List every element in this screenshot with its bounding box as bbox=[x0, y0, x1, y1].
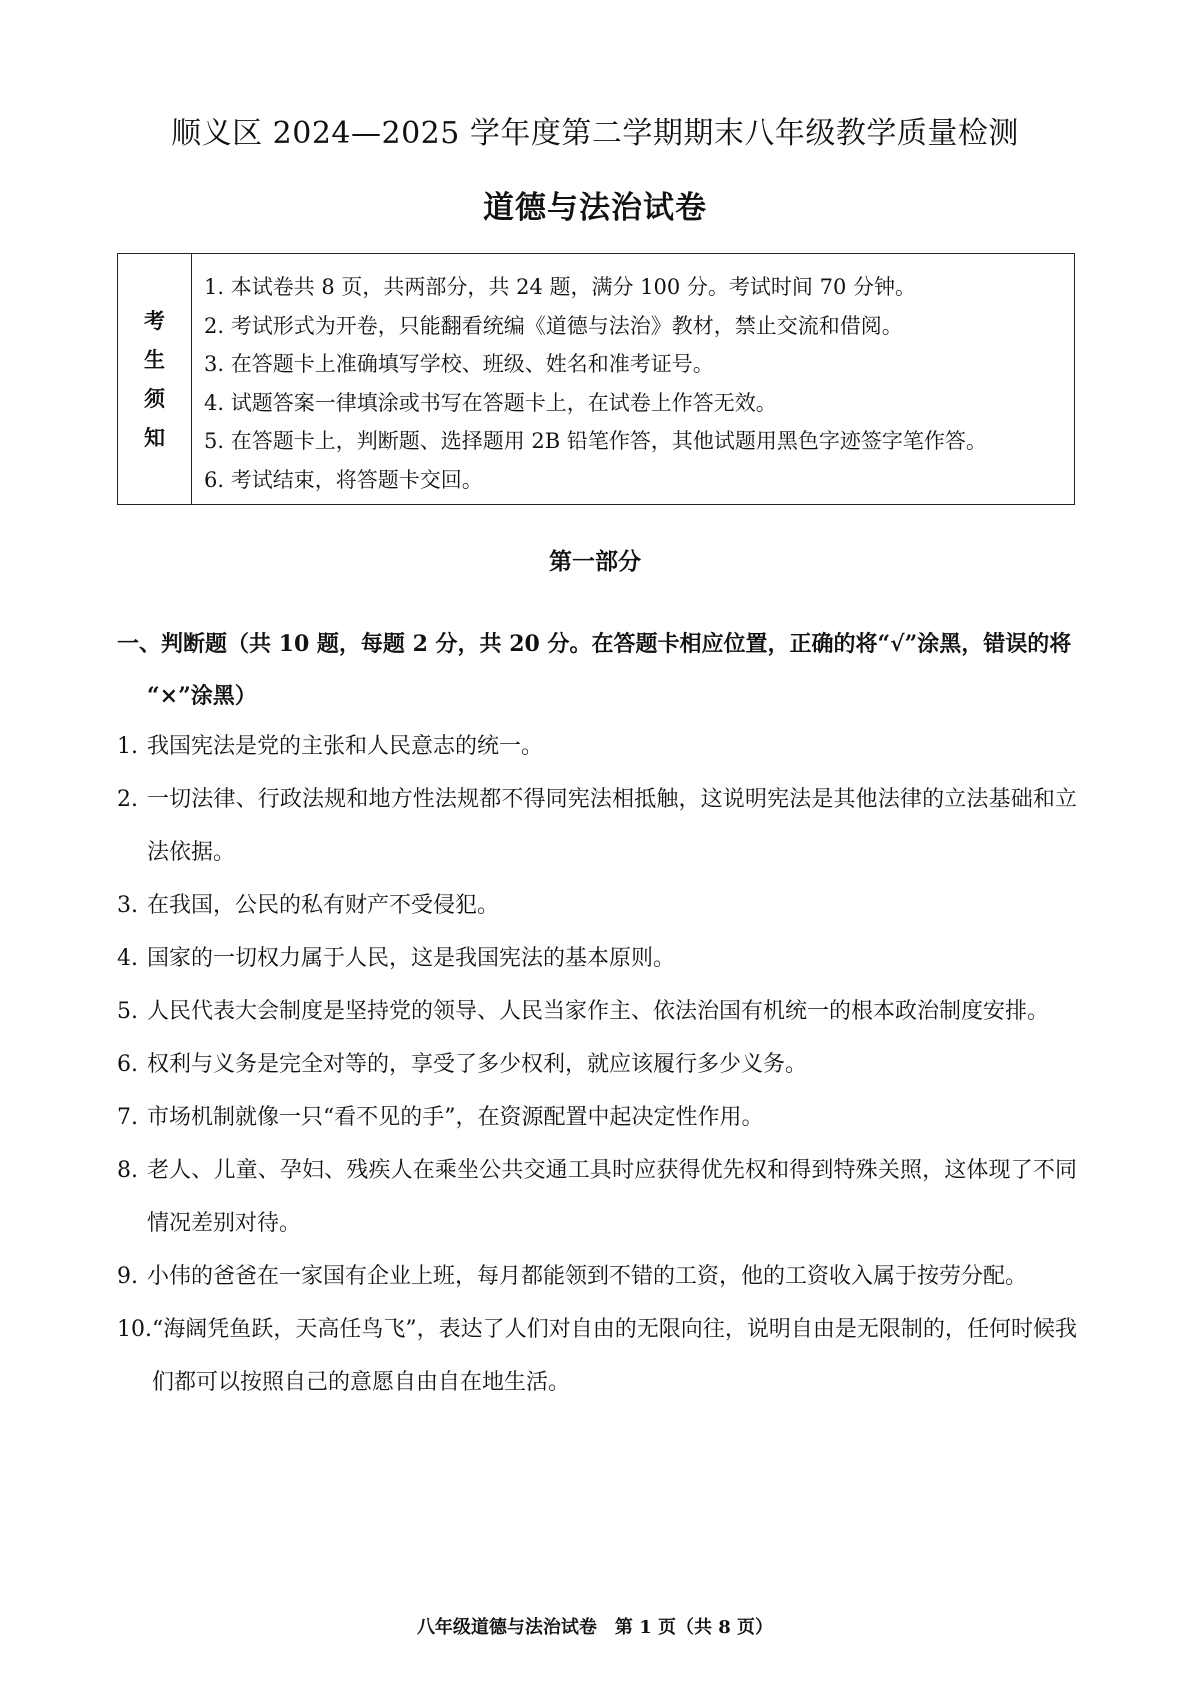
question-text: “海阔凭鱼跃，天高任鸟飞”，表达了人们对自由的无限向往，说明自由是无限制的，任何时候我们都可以按照自己的意愿自由自在地生活。 bbox=[152, 1317, 1077, 1395]
instruction-item: 1. 本试卷共 8 页，共两部分，共 24 题，满分 100 分。考试时间 70 分钟。 bbox=[204, 275, 916, 299]
question-item bbox=[117, 773, 1077, 879]
question-text: 人民代表大会制度是坚持党的领导、人民当家作主、依法治国有机统一的根本政治制度安排。 bbox=[147, 999, 1050, 1024]
question-item bbox=[117, 879, 1077, 932]
page-footer: 八年级道德与法治试卷 第 1 页（共 8 页） bbox=[416, 1617, 774, 1638]
instructions-label bbox=[118, 254, 192, 504]
instruction-item: 3. 在答题卡上准确填写学校、班级、姓名和准考证号。 bbox=[204, 352, 714, 376]
question-item bbox=[117, 1250, 1077, 1303]
question-item bbox=[117, 932, 1077, 985]
exam-subject-title: 道德与法治试卷 bbox=[483, 190, 707, 226]
instructions-box bbox=[117, 253, 1075, 505]
question-number: 7. bbox=[117, 1105, 138, 1130]
instructions-label-char: 须 bbox=[144, 386, 165, 411]
section-heading bbox=[117, 618, 1077, 722]
instructions-list bbox=[192, 254, 1074, 504]
question-list bbox=[117, 720, 1077, 1409]
question-number: 9. bbox=[117, 1264, 138, 1289]
question-number: 6. bbox=[117, 1052, 138, 1077]
question-text: 老人、儿童、孕妇、残疾人在乘坐公共交通工具时应获得优先权和得到特殊关照，这体现了不同情况差别对待。 bbox=[147, 1158, 1077, 1236]
instructions-label-char: 生 bbox=[144, 347, 165, 372]
instructions-label-char: 知 bbox=[144, 425, 165, 450]
question-text: 在我国，公民的私有财产不受侵犯。 bbox=[147, 893, 500, 918]
instruction-item: 2. 考试形式为开卷，只能翻看统编《道德与法治》教材，禁止交流和借阅。 bbox=[204, 313, 903, 338]
question-number: 1. bbox=[117, 734, 138, 759]
question-number: 3. bbox=[117, 893, 138, 918]
instructions-label-char: 考 bbox=[144, 308, 165, 333]
question-item bbox=[117, 1144, 1077, 1250]
question-text: 权利与义务是完全对等的，享受了多少权利，就应该履行多少义务。 bbox=[147, 1052, 808, 1077]
section-heading-line: 一、判断题（共 10 题，每题 2 分，共 20 分。在答题卡相应位置，正确的将“√”涂黑，错误的将 bbox=[117, 631, 1072, 657]
question-item bbox=[117, 1038, 1077, 1091]
question-text: 一切法律、行政法规和地方性法规都不得同宪法相抵触，这说明宪法是其他法律的立法基础和立法依据。 bbox=[147, 787, 1077, 865]
question-text: 我国宪法是党的主张和人民意志的统一。 bbox=[147, 734, 544, 759]
question-text: 国家的一切权力属于人民，这是我国宪法的基本原则。 bbox=[147, 946, 676, 971]
instruction-item: 5. 在答题卡上，判断题、选择题用 2B 铅笔作答，其他试题用黑色字迹签字笔作答。 bbox=[204, 429, 987, 453]
question-item bbox=[117, 1091, 1077, 1144]
question-item bbox=[117, 720, 1077, 773]
question-text: 小伟的爸爸在一家国有企业上班，每月都能领到不错的工资，他的工资收入属于按劳分配。 bbox=[147, 1264, 1028, 1289]
question-item bbox=[117, 1303, 1077, 1409]
section-heading-line: “×”涂黑） bbox=[147, 683, 257, 709]
question-number: 5. bbox=[117, 999, 138, 1024]
part-title: 第一部分 bbox=[549, 548, 641, 575]
question-item bbox=[117, 985, 1077, 1038]
instruction-item: 6. 考试结束，将答题卡交回。 bbox=[204, 467, 483, 492]
instruction-item: 4. 试题答案一律填涂或书写在答题卡上，在试卷上作答无效。 bbox=[204, 390, 777, 415]
question-text: 市场机制就像一只“看不见的手”，在资源配置中起决定性作用。 bbox=[147, 1105, 764, 1130]
question-number: 10. bbox=[117, 1317, 152, 1342]
question-number: 2. bbox=[117, 787, 138, 812]
question-number: 8. bbox=[117, 1158, 138, 1183]
exam-title: 顺义区 2024—2025 学年度第二学期期末八年级教学质量检测 bbox=[171, 116, 1019, 151]
question-number: 4. bbox=[117, 946, 138, 971]
